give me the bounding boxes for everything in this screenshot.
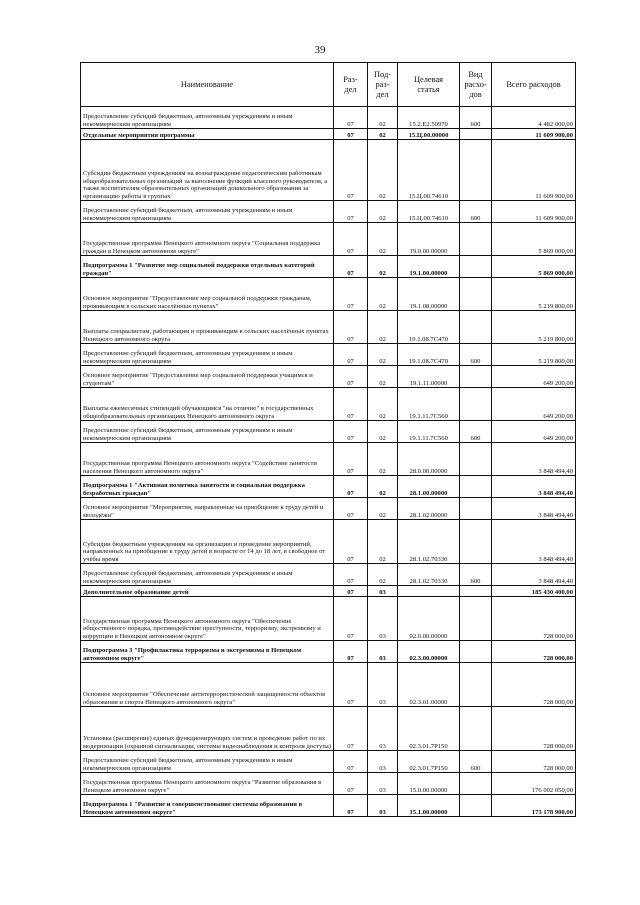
cell-expense-type: 600 — [460, 751, 492, 773]
cell-amount: 173 178 900,00 — [492, 795, 576, 817]
cell-expense-type — [460, 773, 492, 795]
header-expense-type: Вид расхо- дов — [460, 63, 492, 107]
table-row — [81, 795, 576, 817]
table-row — [81, 223, 576, 256]
cell-target: 19.1.08.00000 — [398, 278, 460, 311]
table-row — [81, 586, 576, 597]
cell-section: 07 — [334, 773, 368, 795]
cell-amount: 5 869 000,00 — [492, 256, 576, 278]
cell-name: Установка (расширение) единых функционирующих систем и проведение работ по их модернизации (охранной сигнализации, системы видеонаблюдения и контроля доступа) — [81, 707, 334, 751]
cell-name: Субсидии бюджетным учреждениям на организацию и проведение мероприятий, направленных на приобщение к труду детей в возрасте от 14 до 18 лет, в свободное от учёбы время — [81, 520, 334, 564]
cell-name: Основное мероприятие "Предоставление мер социальной поддержки учащимся и студентам" — [81, 366, 334, 388]
cell-section: 07 — [334, 707, 368, 751]
page-number: 39 — [314, 44, 326, 56]
cell-expense-type — [460, 707, 492, 751]
cell-amount: 649 200,00 — [492, 366, 576, 388]
cell-subsection: 02 — [368, 520, 398, 564]
cell-expense-type — [460, 443, 492, 476]
cell-expense-type — [460, 795, 492, 817]
cell-name: Основное мероприятие "Предоставление мер социальной поддержки гражданам, проживающим в сельских населённых пунктах" — [81, 278, 334, 311]
table-row — [81, 663, 576, 707]
cell-name: Выплаты специалистам, работающим и проживающим в сельских населённых пунктах Ненецкого автономного округа — [81, 311, 334, 344]
cell-subsection: 03 — [368, 641, 398, 663]
table-row — [81, 366, 576, 388]
cell-expense-type — [460, 129, 492, 140]
cell-amount: 728 000,00 — [492, 663, 576, 707]
table-row — [81, 707, 576, 751]
cell-expense-type: 600 — [460, 344, 492, 366]
cell-expense-type: 600 — [460, 201, 492, 223]
table-row — [81, 256, 576, 278]
cell-name: Предоставление субсидий бюджетным, автономным учреждениям и иным некоммерческим организациям — [81, 201, 334, 223]
cell-amount: 11 609 900,00 — [492, 129, 576, 140]
cell-target: 15.Ц.00.00000 — [398, 129, 460, 140]
cell-name: Предоставление субсидий бюджетным, автономным учреждениям и иным некоммерческим организациям — [81, 344, 334, 366]
cell-target: 28.1.02.70330 — [398, 564, 460, 586]
table-body — [81, 107, 576, 817]
cell-name: Основное мероприятие "Обеспечение антитеррористической защищенности объектов образования и спорта Ненецкого автономного округа" — [81, 663, 334, 707]
cell-section: 07 — [334, 311, 368, 344]
cell-expense-type — [460, 140, 492, 201]
cell-section: 07 — [334, 443, 368, 476]
cell-section: 07 — [334, 129, 368, 140]
cell-subsection: 03 — [368, 751, 398, 773]
table-row — [81, 498, 576, 520]
cell-target: 28.1.00.00000 — [398, 476, 460, 498]
cell-amount: 3 848 494,40 — [492, 476, 576, 498]
cell-expense-type: 600 — [460, 564, 492, 586]
header-name: Наименование — [81, 63, 334, 107]
cell-subsection: 03 — [368, 663, 398, 707]
cell-amount: 5 219 800,00 — [492, 344, 576, 366]
cell-subsection: 02 — [368, 366, 398, 388]
header-total: Всего расходов — [492, 63, 576, 107]
cell-subsection: 02 — [368, 223, 398, 256]
cell-expense-type — [460, 520, 492, 564]
cell-target: 15.0.00.00000 — [398, 773, 460, 795]
table-row — [81, 641, 576, 663]
cell-section: 07 — [334, 107, 368, 129]
cell-amount: 649 200,00 — [492, 388, 576, 421]
cell-subsection: 03 — [368, 773, 398, 795]
cell-target: 15.Ц.00.74610 — [398, 140, 460, 201]
cell-target: 02.3.01.00000 — [398, 663, 460, 707]
cell-amount: 728 000,00 — [492, 641, 576, 663]
cell-target: 02.3.00.00000 — [398, 641, 460, 663]
cell-section: 07 — [334, 223, 368, 256]
cell-section: 07 — [334, 751, 368, 773]
cell-target: 19.0.00.00000 — [398, 223, 460, 256]
cell-target: 28.1.02.00000 — [398, 498, 460, 520]
cell-section: 07 — [334, 388, 368, 421]
cell-subsection: 02 — [368, 421, 398, 443]
cell-name: Выплаты ежемесячных стипендий обучающимся "на отлично" в государственных общеобразовательных организациях Ненецкого автономного округа — [81, 388, 334, 421]
cell-section: 07 — [334, 520, 368, 564]
cell-subsection: 02 — [368, 201, 398, 223]
table-row — [81, 564, 576, 586]
cell-section: 07 — [334, 663, 368, 707]
cell-subsection: 02 — [368, 129, 398, 140]
cell-expense-type — [460, 586, 492, 597]
cell-target: 28.1.02.70330 — [398, 520, 460, 564]
cell-subsection: 03 — [368, 795, 398, 817]
cell-target: 15.2.Е2.50970 — [398, 107, 460, 129]
cell-amount: 649 200,00 — [492, 421, 576, 443]
cell-amount: 11 609 900,00 — [492, 201, 576, 223]
cell-amount: 728 000,00 — [492, 707, 576, 751]
cell-subsection: 03 — [368, 597, 398, 641]
cell-amount: 3 848 494,40 — [492, 564, 576, 586]
table-row — [81, 107, 576, 129]
table-row — [81, 129, 576, 140]
cell-subsection: 02 — [368, 256, 398, 278]
cell-amount: 5 219 800,00 — [492, 311, 576, 344]
table-row — [81, 520, 576, 564]
cell-name: Предоставление субсидий бюджетным, автономным учреждениям и иным некоммерческим организациям — [81, 564, 334, 586]
cell-section: 07 — [334, 201, 368, 223]
table-row — [81, 751, 576, 773]
cell-name: Государственная программа Ненецкого автономного округа "Обеспечение общественного порядка, противодействие преступности, терроризму, экстремизму и коррупции в Ненецком автономном округе" — [81, 597, 334, 641]
cell-amount: 5 219 800,00 — [492, 278, 576, 311]
cell-section: 07 — [334, 278, 368, 311]
cell-expense-type — [460, 223, 492, 256]
cell-target: 19.1.11.7С560 — [398, 421, 460, 443]
cell-expense-type — [460, 388, 492, 421]
table-row — [81, 311, 576, 344]
cell-target: 19.1.11.7С560 — [398, 388, 460, 421]
cell-subsection: 02 — [368, 443, 398, 476]
cell-target: 15.1.00.00000 — [398, 795, 460, 817]
table-row — [81, 773, 576, 795]
cell-target: 19.1.00.00000 — [398, 256, 460, 278]
cell-section: 07 — [334, 498, 368, 520]
cell-amount: 176 002 050,00 — [492, 773, 576, 795]
table-row — [81, 344, 576, 366]
cell-expense-type — [460, 311, 492, 344]
cell-section: 07 — [334, 140, 368, 201]
cell-subsection: 02 — [368, 107, 398, 129]
cell-expense-type — [460, 597, 492, 641]
cell-target: 19.1.08.7С470 — [398, 311, 460, 344]
table-row — [81, 278, 576, 311]
cell-section: 07 — [334, 256, 368, 278]
cell-target: 02.3.01.7Р150 — [398, 707, 460, 751]
cell-subsection: 03 — [368, 586, 398, 597]
table-row — [81, 421, 576, 443]
cell-amount: 185 430 400,00 — [492, 586, 576, 597]
cell-name: Государственная программа Ненецкого автономного округа "Содействие занятости населения Ненецкого автономного округа" — [81, 443, 334, 476]
cell-subsection: 02 — [368, 344, 398, 366]
budget-table — [80, 62, 576, 817]
cell-amount: 728 000,00 — [492, 751, 576, 773]
table-header-row — [81, 63, 576, 107]
table-row — [81, 201, 576, 223]
header-target: Целевая статья — [398, 63, 460, 107]
cell-amount: 3 848 494,40 — [492, 443, 576, 476]
cell-name: Подпрограмма 3 "Профилактика терроризма и экстремизма в Ненецком автономном округе" — [81, 641, 334, 663]
cell-subsection: 03 — [368, 707, 398, 751]
cell-section: 07 — [334, 344, 368, 366]
cell-target: 28.0.00.00000 — [398, 443, 460, 476]
cell-expense-type — [460, 498, 492, 520]
table-row — [81, 140, 576, 201]
cell-expense-type: 600 — [460, 421, 492, 443]
cell-target: 02.0.00.00000 — [398, 597, 460, 641]
cell-amount: 5 869 000,00 — [492, 223, 576, 256]
cell-name: Подпрограмма 1 "Активная политика занятости и социальная поддержка безработных граждан" — [81, 476, 334, 498]
cell-section: 07 — [334, 795, 368, 817]
table-row — [81, 443, 576, 476]
cell-name: Дополнительное образование детей — [81, 586, 334, 597]
cell-subsection: 02 — [368, 564, 398, 586]
cell-target — [398, 586, 460, 597]
cell-subsection: 02 — [368, 476, 398, 498]
cell-section: 07 — [334, 597, 368, 641]
cell-name: Субсидии бюджетным учреждениям на вознаграждение педагогическим работникам общеобразовательных организаций за выполнение функций классного руководителя, а также воспитателям образовательных организаций дошкольного образования за организацию работы в группах — [81, 140, 334, 201]
cell-target: 02.3.01.7Р150 — [398, 751, 460, 773]
cell-subsection: 02 — [368, 498, 398, 520]
table-row — [81, 476, 576, 498]
cell-section: 07 — [334, 586, 368, 597]
cell-section: 07 — [334, 476, 368, 498]
cell-amount: 4 482 000,00 — [492, 107, 576, 129]
cell-section: 07 — [334, 421, 368, 443]
cell-name: Подпрограмма 1 "Развитие и совершенствование системы образования в Ненецком автономном округе" — [81, 795, 334, 817]
header-subsection: Под- раз- дел — [368, 63, 398, 107]
cell-target: 19.1.08.7С470 — [398, 344, 460, 366]
cell-amount: 11 609 900,00 — [492, 140, 576, 201]
cell-section: 07 — [334, 564, 368, 586]
cell-name: Предоставление субсидий бюджетным, автономным учреждениям и иным некоммерческим организациям — [81, 107, 334, 129]
cell-name: Основное мероприятие "Мероприятия, направленные на приобщение к труду детей и молодёжи" — [81, 498, 334, 520]
cell-expense-type — [460, 256, 492, 278]
cell-section: 07 — [334, 641, 368, 663]
cell-name: Государственная программа Ненецкого автономного округа "Развитие образования в Ненецком автономном округе" — [81, 773, 334, 795]
cell-subsection: 02 — [368, 278, 398, 311]
header-section: Раз- дел — [334, 63, 368, 107]
cell-subsection: 02 — [368, 388, 398, 421]
cell-name: Предоставление субсидий бюджетным, автономным учреждениям и иным некоммерческим организациям — [81, 421, 334, 443]
cell-target: 15.Ц.00.74610 — [398, 201, 460, 223]
cell-expense-type — [460, 278, 492, 311]
cell-amount: 3 848 494,40 — [492, 520, 576, 564]
cell-section: 07 — [334, 366, 368, 388]
cell-target: 19.1.11.00000 — [398, 366, 460, 388]
cell-amount: 3 848 494,40 — [492, 498, 576, 520]
cell-name: Предоставление субсидий бюджетным, автономным учреждениям и иным некоммерческим организациям — [81, 751, 334, 773]
cell-expense-type — [460, 663, 492, 707]
cell-expense-type — [460, 476, 492, 498]
cell-expense-type — [460, 366, 492, 388]
cell-expense-type — [460, 641, 492, 663]
cell-subsection: 02 — [368, 140, 398, 201]
cell-expense-type: 600 — [460, 107, 492, 129]
cell-name: Отдельные мероприятия программы — [81, 129, 334, 140]
cell-name: Подпрограмма 1 "Развитие мер социальной поддержки отдельных категорий граждан" — [81, 256, 334, 278]
table-row — [81, 388, 576, 421]
cell-name: Государственная программа Ненецкого автономного округа "Социальная поддержка граждан в Ненецком автономном округе" — [81, 223, 334, 256]
cell-amount: 728 000,00 — [492, 597, 576, 641]
table-row — [81, 597, 576, 641]
cell-subsection: 02 — [368, 311, 398, 344]
